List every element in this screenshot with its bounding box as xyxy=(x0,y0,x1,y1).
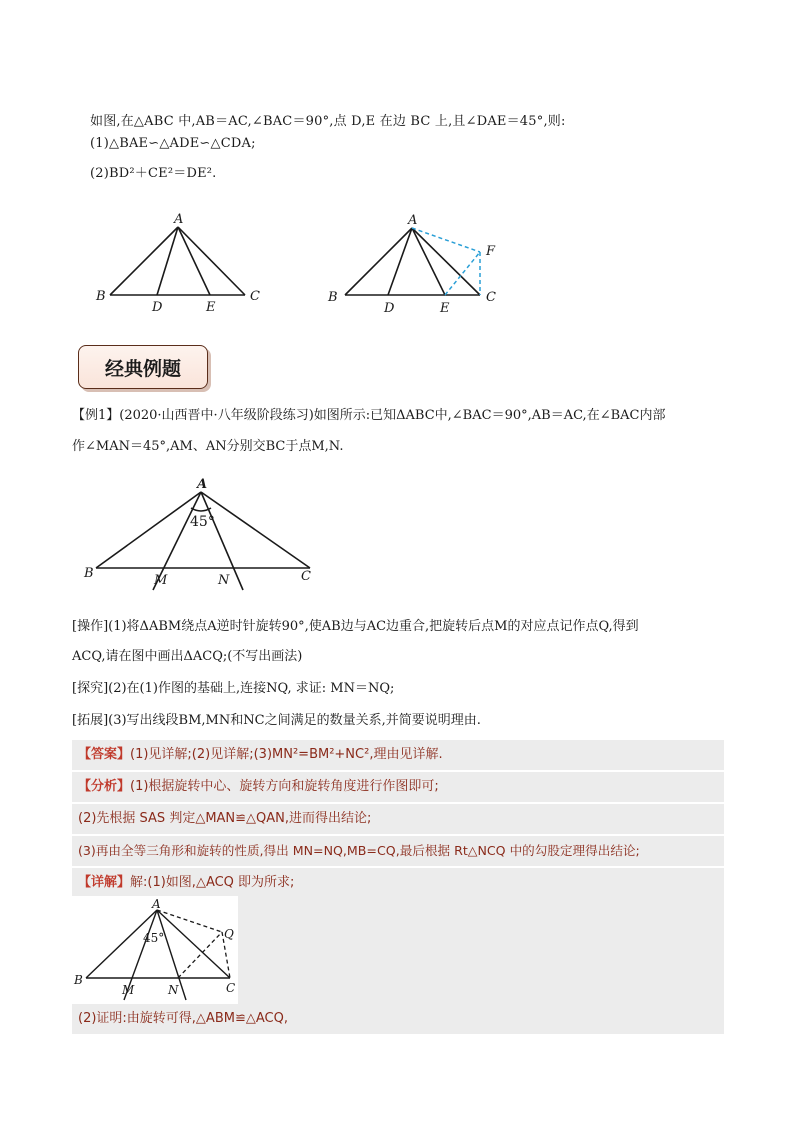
analysis-line xyxy=(72,772,724,802)
figure-1 xyxy=(90,205,270,324)
fig1-label-B: B xyxy=(96,289,106,304)
analysis-line-3: (3)再由全等三角形和旋转的性质,得出 MN=NQ,MB=CQ,最后根据 Rt△NCQ 中的勾股定理得出结论; xyxy=(72,836,724,866)
section-title: 经典例题 xyxy=(78,345,208,389)
task-1-line-1: [操作](1)将ΔABM绕点A逆时针旋转90°,使AB边与AC边重合,把旋转后点M的对应点记作点Q,得到 xyxy=(72,619,639,634)
fig3-label-M: M xyxy=(154,573,168,588)
fig4-label-B: B xyxy=(74,973,83,987)
fig1-label-C: C xyxy=(250,289,260,304)
fig4-label-Q: Q xyxy=(224,927,234,941)
fig2-label-D: D xyxy=(384,301,395,316)
analysis-tag: 【分析】 xyxy=(78,779,131,794)
figure-2 xyxy=(320,205,510,324)
fig3-label-N: N xyxy=(218,573,230,588)
figure-4 xyxy=(72,896,238,1006)
analysis-text: (1)根据旋转中心、旋转方向和旋转角度进行作图即可; xyxy=(130,779,439,794)
analysis-line-2: (2)先根据 SAS 判定△MAN≌△QAN,进而得出结论; xyxy=(72,804,724,834)
fig2-label-F: F xyxy=(486,244,496,259)
intro-line-2: (1)△BAE∽△ADE∽△CDA; xyxy=(90,136,256,151)
fig3-label-B: B xyxy=(84,566,94,581)
example-line-1: 【例1】(2020·山西晋中·八年级阶段练习)如图所示:已知ΔABC中,∠BAC＝90°,AB＝AC,在∠BAC内部 xyxy=(72,408,666,423)
fig2-label-B: B xyxy=(328,290,338,305)
fig4-label-M: M xyxy=(122,983,135,997)
intro-line-3: (2)BD²＋CE²＝DE². xyxy=(90,166,217,181)
proof-line: (2)证明:由旋转可得,△ABM≌△ACQ, xyxy=(72,1004,724,1034)
answer-text: (1)见详解;(2)见详解;(3)MN²=BM²+NC²,理由见详解. xyxy=(130,747,443,762)
answer-tag: 【答案】 xyxy=(78,747,131,762)
task-2: [探究](2)在(1)作图的基础上,连接NQ, 求证: MN＝NQ; xyxy=(72,681,395,696)
fig2-label-A: A xyxy=(408,213,418,228)
fig2-label-E: E xyxy=(440,301,450,316)
fig1-label-A: A xyxy=(174,212,184,227)
example-line-2: 作∠MAN＝45°,AM、AN分别交BC于点M,N. xyxy=(72,439,344,454)
fig2-label-C: C xyxy=(486,290,496,305)
intro-line-1: 如图,在△ABC 中,AB＝AC,∠BAC＝90°,点 D,E 在边 BC 上,且∠DAE＝45°,则: xyxy=(90,114,566,129)
fig4-label-N: N xyxy=(168,983,179,997)
fig1-label-D: D xyxy=(152,300,163,315)
fig3-angle-label: 45° xyxy=(190,514,215,530)
task-3: [拓展](3)写出线段BM,MN和NC之间满足的数量关系,并简要说明理由. xyxy=(72,713,481,728)
fig4-angle-label: 45° xyxy=(143,931,165,945)
detail-text: 解:(1)如图,△ACQ 即为所求; xyxy=(130,875,295,890)
fig4-label-C: C xyxy=(226,981,236,995)
fig1-label-E: E xyxy=(206,300,216,315)
fig3-label-A: A xyxy=(197,477,208,492)
figure-3 xyxy=(78,470,328,599)
fig4-label-A: A xyxy=(152,897,161,911)
detail-line xyxy=(72,868,724,898)
detail-tag: 【详解】 xyxy=(78,875,131,890)
answer-line xyxy=(72,740,724,770)
fig3-label-C: C xyxy=(301,569,311,584)
task-1-line-2: ACQ,请在图中画出ΔACQ;(不写出画法) xyxy=(72,649,303,664)
